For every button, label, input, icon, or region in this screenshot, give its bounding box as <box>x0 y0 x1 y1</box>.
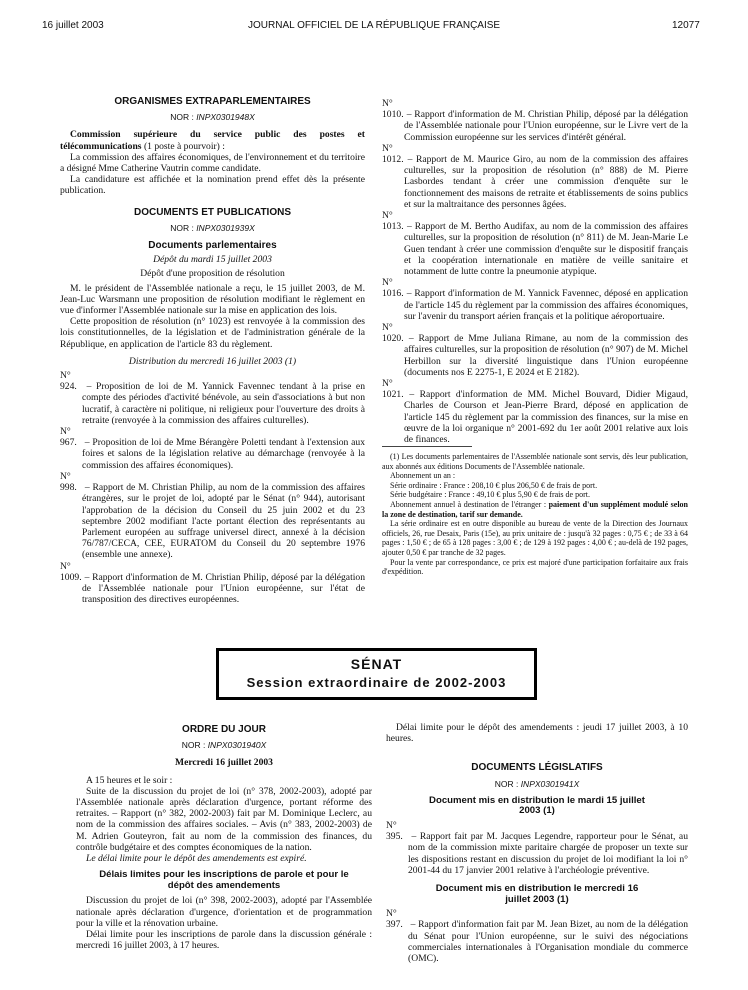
senat-title: SÉNAT <box>350 656 403 672</box>
org-title: ORGANISMES EXTRAPARLEMENTAIRES <box>114 96 311 107</box>
depot-title: Dépôt d'une proposition de résolution <box>140 268 285 280</box>
delais-title: Délais limites pour les inscriptions de parole et pour le dépôt des amendements <box>99 869 349 891</box>
footnote-paragraph: Pour la vente par correspondance, ce prix est majoré d'une participation forfaitaire aux frais d'expédition. <box>382 557 688 577</box>
document-entry <box>382 378 688 445</box>
delai-paragraph: Délai limite pour le dépôt des amendements : jeudi 17 juillet 2003, à 10 heures. <box>386 722 688 745</box>
entry-text: – Rapport d'information de M. Christian Philip, déposé par la délégation de l'Assemblée nationale pour l'Union européenne, sur l'état de transposition des directives européennes. <box>82 571 365 606</box>
footnote-paragraph: Abonnement un an : <box>390 471 456 481</box>
depot-date: Dépôt du mardi 15 juillet 2003 <box>153 254 272 266</box>
entry-number: N° 397. <box>386 908 403 931</box>
document-entry <box>60 426 365 471</box>
document-entry <box>382 322 688 378</box>
ordre-paragraph: Délai limite pour les inscriptions de parole dans la discussion générale : mercredi 16 juillet 2003, à 17 heures. <box>76 929 372 952</box>
nor-code: INPX0301948X <box>196 112 255 123</box>
doc-title: DOCUMENTS ET PUBLICATIONS <box>133 206 292 218</box>
ordre-date: Mercredi 16 juillet 2003 <box>175 757 273 769</box>
entry-number: N° 967. <box>60 426 77 449</box>
org-paragraph: La candidature est affichée et la nomination prend effet dès la présente publication. <box>60 174 365 197</box>
entry-text: – Rapport de M. Bertho Audifax, au nom de la commission des affaires culturelles, sur la proposition de résolution (n° 811) de M. Jean-Marie Le Guen tendant à créer une commission d'enquête sur le dispositif français et la coopération internationale en matière de veille sanitaire et notamment de lutte contre la pneumonie atypique. <box>404 221 688 278</box>
ordre-paragraph: Discussion du projet de loi (n° 398, 2002-2003), adopté par l'Assemblée nationale après déclaration d'urgence, d'orientation et de programmation pour la ville et la rénovation urbaine. <box>76 895 372 929</box>
entry-number: N° 1013. <box>382 210 404 233</box>
footnote-bold: paiement d'un supplément modulé selon la zone de destination, tarif sur demande. <box>382 499 689 519</box>
distribution-heading: Document mis en distribution le mardi 15 juillet 2003 (1) <box>429 794 645 817</box>
org-commission <box>60 129 365 151</box>
entry-number: N° 1009. <box>60 560 82 583</box>
ordre-note: Le délai limite pour le dépôt des amendements est expiré. <box>86 853 307 865</box>
footnote-paragraph: (1) Les documents parlementaires de l'Assemblée nationale sont servis, dès leur publication, aux abonnés aux éditions Documents de l'Assemblée nationale. <box>382 452 688 471</box>
entry-text: – Rapport d'information fait par M. Jean Bizet, au nom de la délégation du Sénat pour l'Union européenne, sur le suivi des négociations commerciales internationales à l'Organisation mondiale du commerce (OMC). <box>408 919 688 965</box>
ordre-paragraph: Suite de la discussion du projet de loi (n° 378, 2002-2003), adopté par l'Assemblée nationale après déclaration d'urgence, portant réforme des retraites. – Rapport (n° 382, 2002-2003) fait par M. Dominique Leclerc, au nom de la commission des affaires sociales. – Avis (n° 383, 2002-2003) de M. Adrien Gouteyron, fait au nom de la commission des finances, du contrôle budgétaire et des comptes économiques de la nation. <box>76 785 372 853</box>
entry-number: N° 395. <box>386 820 403 843</box>
senat-banner <box>216 648 537 700</box>
entry-number: N° 1012. <box>382 142 404 166</box>
header-date: 16 juillet 2003 <box>42 20 104 31</box>
doclegis-nor <box>386 779 688 790</box>
entry-text: – Rapport de Mme Juliana Rimane, au nom de la commission des affaires culturelles, sur la proposition de résolution (n° 907) de M. Michel Herbillon sur la diversité linguistique dans l'Union européenne (documents nos E 2275-1, E 2024 et E 2182). <box>404 333 688 378</box>
footnote-text: Abonnement annuel à destination de l'étranger : <box>390 499 549 509</box>
nor-label: NOR : <box>181 740 208 751</box>
doclegis-title: DOCUMENTS LÉGISLATIFS <box>471 762 603 774</box>
nor-code: INPX0301940X <box>207 740 267 751</box>
document-entry <box>382 210 688 277</box>
entry-text: – Rapport de M. Maurice Giro, au nom de la commission des affaires culturelles, sur la proposition de résolution (n° 888) de M. Pierre Lasbordes tendant à créer une commission d'enquête sur le fonctionnement des maisons de retraite et établissements de soins publics et sur la maltraitance des personnes âgées. <box>404 154 688 210</box>
right-column <box>382 98 688 445</box>
bottom-left-column <box>76 724 372 951</box>
entry-text: – Rapport fait par M. Jacques Legendre, rapporteur pour le Sénat, au nom de la commission mixte paritaire chargée de proposer un texte sur les dispositions restant en discussion du projet de loi modifiant la loi n° 2001-44 du 17 janvier 2001 relative à l'archéologie préventive. <box>408 831 688 876</box>
entry-number: N° 1020. <box>382 322 404 345</box>
entry-text: – Rapport d'information de M. Yannick Favennec, déposé en application de l'article 145 du règlement par la commission des affaires économiques, sur l'avenir du transport aérien français et la politique aéroportuaire. <box>404 288 688 322</box>
entry-number: N° 924. <box>60 370 77 393</box>
nor-label: NOR : <box>494 778 521 789</box>
entry-text: – Proposition de loi de M. Yannick Favennec tendant à la prise en compte des périodes d'activité bénévole, au sein d'associations à but non lucratif, à caractère ni politique, ni religieux pour l'ouverture des droits à retraite (renvoyée à la commission des affaires culturelles). <box>82 381 365 426</box>
footnotes <box>382 452 688 577</box>
nor-code: INPX0301941X <box>520 778 580 789</box>
header-title: JOURNAL OFFICIEL DE LA RÉPUBLIQUE FRANÇAISE <box>248 20 501 31</box>
footnote-paragraph <box>382 500 688 519</box>
ordre-paragraph: A 15 heures et le soir : <box>86 774 173 786</box>
left-column <box>60 96 365 605</box>
depot-paragraph: Cette proposition de résolution (n° 1023) est renvoyée à la commission des lois constitutionnelles, de la législation et de l'administration générale de la République, en application de l'article 83 du règlement. <box>60 316 365 350</box>
distribution-heading: Document mis en distribution le mercredi 16 juillet 2003 (1) <box>435 883 639 905</box>
document-entry <box>386 820 688 876</box>
entry-number: N° 998. <box>60 470 77 494</box>
footnote-paragraph: La série ordinaire est en outre disponible au bureau de vente de la Direction des Journaux officiels, 26, rue Desaix, Paris (15e), au prix unitaire de : jusqu'à 32 pages : 0,75 € ; de 33 à 64 pages : 1,50 € ; de 65 à 128 pages : 3,00 € ; de 129 à 192 pages : 4,00 € ; au-delà de 192 pages, ajouter 0,50 € par tranche de 32 pages. <box>382 519 688 557</box>
entry-text: – Rapport d'information de M. Christian Philip, déposé par la délégation de l'Assemblée nationale pour l'Union européenne, sur le Livre vert de la Commission européenne sur les services d'intérêt général. <box>404 109 688 143</box>
doc-subtitle: Documents parlementaires <box>148 240 277 252</box>
org-commission-rest: (1 poste à pourvoir) : <box>141 140 225 152</box>
document-entry <box>382 277 688 322</box>
entry-number: N° 1021. <box>382 378 404 401</box>
document-entry <box>60 471 365 561</box>
header-page: 12077 <box>672 20 700 31</box>
footnote-rule <box>382 446 472 447</box>
document-entry <box>382 98 688 143</box>
entry-number: N° 1016. <box>382 277 404 300</box>
document-entry <box>386 908 688 964</box>
nor-code: INPX0301939X <box>196 222 255 233</box>
document-entry <box>60 561 365 606</box>
entry-text: – Rapport d'information de MM. Michel Bouvard, Didier Migaud, Charles de Courson et Jean-Pierre Brard, déposé en application de l'article 145 du règlement par la commission des finances, sur la mise en œuvre de la loi organique n° 2001-692 du 1er août 2001 relative aux lois de finances. <box>404 389 688 446</box>
entry-number: N° 1010. <box>382 98 404 121</box>
document-entry <box>60 370 365 426</box>
senat-subtitle: Session extraordinaire de 2002-2003 <box>246 675 507 690</box>
org-nor <box>60 112 365 123</box>
footnote-paragraph: Série budgétaire : France : 49,10 € plus 5,90 € de frais de port. <box>390 490 590 500</box>
bottom-right-column <box>386 722 688 964</box>
entry-text: – Proposition de loi de Mme Bérangère Poletti tendant à l'extension aux foires et salons de la législation relative au démarchage (renvoyée à la commission des affaires économiques). <box>82 437 365 471</box>
ordre-nor <box>76 740 372 751</box>
doc-nor <box>60 223 365 234</box>
nor-label: NOR : <box>170 222 197 233</box>
distrib-date: Distribution du mercredi 16 juillet 2003 (1) <box>128 355 297 367</box>
entry-text: – Rapport de M. Christian Philip, au nom de la commission des affaires étrangères, sur le projet de loi, adopté par le Sénat (n° 944), autorisant l'approbation de la décision du Conseil du 25 juin 2002 et du 23 septembre 2002 modifiant l'acte portant élection des représentants au Parlement européen au suffrage universel direct, annexé à la décision 76/787/CECA, CEE, EURATOM du Conseil du 20 septembre 1976 (ensemble une annexe). <box>82 482 365 561</box>
document-entry <box>382 143 688 210</box>
ordre-title: ORDRE DU JOUR <box>182 724 266 735</box>
depot-paragraph: M. le président de l'Assemblée nationale a reçu, le 15 juillet 2003, de M. Jean-Luc Warsmann une proposition de résolution modifiant le règlement en vue d'informer l'Assemblée nationale sur la mise en application des lois. <box>60 282 365 317</box>
nor-label: NOR : <box>170 112 197 123</box>
left-entries <box>60 370 365 605</box>
right-entries <box>382 98 688 445</box>
org-paragraph: La commission des affaires économiques, de l'environnement et du territoire a désigné Mme Catherine Vautrin comme candidate. <box>60 151 365 175</box>
org-commission-name: Commission supérieure du service public des postes et télécommunications <box>60 129 365 152</box>
footnote-paragraph: Série ordinaire : France : 208,10 € plus 206,50 € de frais de port. <box>390 480 598 490</box>
